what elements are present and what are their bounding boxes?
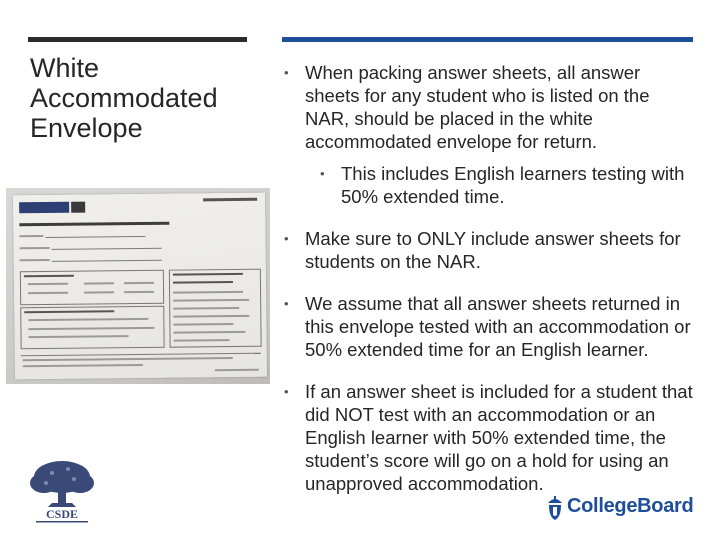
bullet-item: [282, 380, 694, 495]
slide-title: White Accommodated Envelope: [30, 53, 218, 143]
collegeboard-logo: [545, 493, 705, 523]
sub-bullet-item: [282, 162, 694, 208]
bullet-text: We assume that all answer sheets returned in this envelope tested with an accommodation or 50% extended time for an English learner.: [305, 293, 691, 360]
bullet-dot: •: [284, 231, 289, 246]
bullet-list: [282, 61, 694, 504]
bullet-item: [282, 61, 694, 153]
csde-seal-logo: [22, 455, 102, 525]
envelope-form-image: [13, 193, 267, 380]
bullet-dot: •: [284, 296, 289, 311]
bullet-dot: •: [284, 384, 289, 399]
acorn-icon: [545, 493, 565, 521]
bullet-item: [282, 227, 694, 273]
sub-bullet-text: This includes English learners testing with 50% extended time.: [341, 163, 685, 207]
bullet-text: If an answer sheet is included for a student that did NOT test with an accommodation or an English learner with 50% extended time, the student’s score will go on a hold for using an unapproved accommodation.: [305, 381, 693, 494]
content-rule: [282, 37, 693, 42]
seal-label: CSDE: [45, 507, 79, 521]
bullet-dot: •: [320, 166, 325, 181]
envelope-photo: [6, 188, 270, 384]
bullet-text: Make sure to ONLY include answer sheets for students on the NAR.: [305, 228, 681, 272]
bullet-dot: •: [284, 65, 289, 80]
bullet-text: When packing answer sheets, all answer sheets for any student who is listed on the NAR, should be placed in the white accommodated envelope for return.: [305, 62, 650, 152]
bullet-item: [282, 292, 694, 361]
title-rule: [28, 37, 247, 42]
brand-name: CollegeBoard: [567, 495, 694, 517]
